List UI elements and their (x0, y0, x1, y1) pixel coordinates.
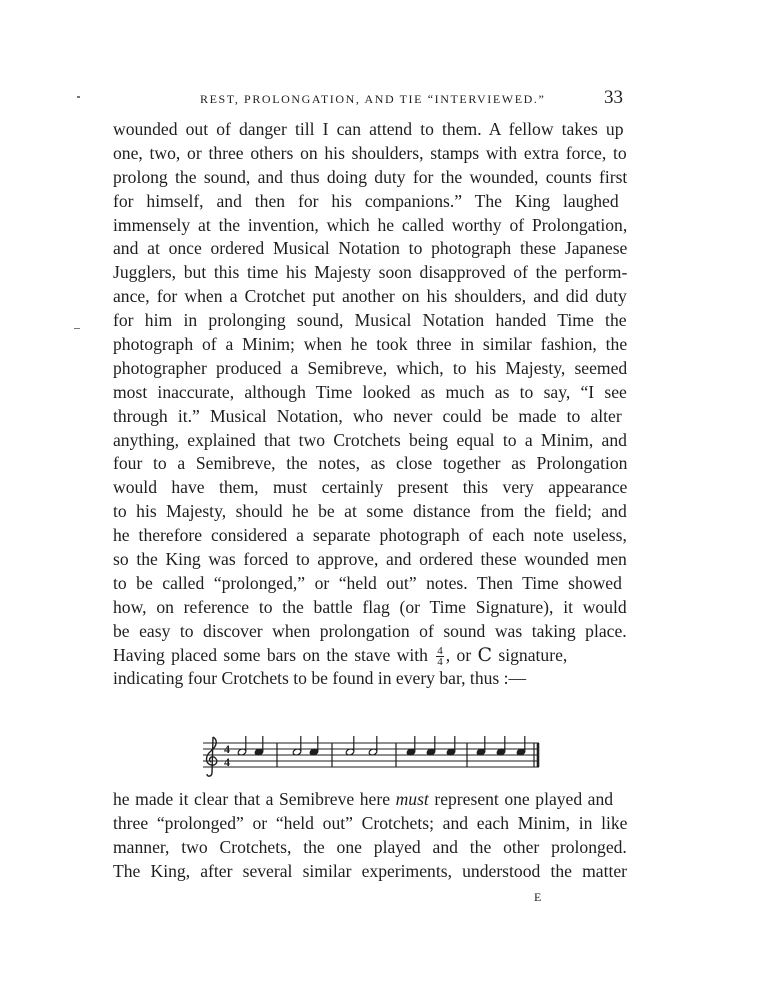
text-line: ance, for when a Crotchet put another on his shoulders, and did duty (113, 286, 627, 307)
text-line-time-signature (113, 644, 627, 668)
text-line: wounded out of danger till I can attend to them. A fellow takes up (113, 119, 624, 139)
text-line: indicating four Crotchets to be found in every bar, thus :— (113, 668, 527, 689)
signature-mark: E (534, 890, 543, 904)
bar-1-notes (237, 736, 263, 756)
text-line: so the King was forced to approve, and ordered these wounded men (113, 549, 627, 570)
emphasis-must: must (395, 789, 429, 809)
text-line: prolong the sound, and thus doing duty for the wounded, counts first (113, 166, 628, 187)
text-line: how, on reference to the battle flag (or Time Signature), it would (113, 596, 627, 617)
text-segment: signature, (498, 644, 568, 665)
text-segment: represent one played and (434, 789, 614, 809)
text-line: through it.” Musical Notation, who never could be made to alter (113, 405, 622, 426)
text-line: most inaccurate, although Time looked as much as to say, “I see (113, 381, 627, 402)
margin-speck (74, 328, 80, 329)
time-signature-fraction (436, 646, 444, 667)
text-line: Jugglers, but this time his Majesty soon disapproved of the perform- (113, 262, 628, 283)
bar-3-notes (345, 736, 377, 756)
running-head (0, 88, 759, 112)
text-line-with-emphasis (113, 788, 627, 812)
text-line: four to a Semibreve, the notes, as close together as Prolongation (113, 453, 628, 474)
text-segment: , or (445, 644, 472, 665)
time-signature-denominator: 4 (224, 755, 230, 769)
time-signature-numerator: 4 (224, 742, 230, 756)
text-line: for him in prolonging sound, Musical Notation handed Time the (113, 310, 627, 331)
bar-4-notes (406, 736, 455, 756)
text-segment: he made it clear that a Semibreve here (113, 789, 391, 809)
text-line: for himself, and then for his companions.” The King laughed (113, 190, 619, 211)
running-head-title: REST, PROLONGATION, AND TIE “INTERVIEWED.” (200, 92, 546, 106)
common-time-symbol: C (477, 643, 493, 666)
text-line: and at once ordered Musical Notation to photograph these Japanese (113, 238, 628, 259)
fraction-numerator: 4 (437, 645, 443, 658)
text-line: anything, explained that two Crotchets being equal to a Minim, and (113, 429, 627, 450)
music-staff-svg (203, 735, 541, 781)
text-line: photographer produced a Semibreve, which, to his Majesty, seemed (113, 357, 628, 378)
text-line: manner, two Crotchets, the one played and the other prolonged. (113, 836, 627, 857)
text-line: The King, after several similar experiments, understood the matter (113, 860, 628, 881)
body-text-block-2 (113, 788, 627, 884)
text-line: photograph of a Minim; when he took three in similar fashion, the (113, 334, 628, 355)
fraction-denominator: 4 (437, 656, 443, 669)
text-line: one, two, or three others on his shoulders, stamps with extra force, to (113, 142, 627, 163)
margin-speck (77, 96, 80, 98)
text-line: three “prolonged” or “held out” Crotchets; and each Minim, in like (113, 812, 628, 833)
music-example (203, 735, 541, 781)
text-segment: Having placed some bars on the stave with (113, 644, 428, 665)
text-line: immensely at the invention, which he called worthy of Prolongation, (113, 214, 628, 235)
text-line: to his Majesty, should he be at some distance from the field; and (113, 501, 627, 522)
text-line: would have them, must certainly present this very appearance (113, 477, 628, 498)
page-number: 33 (604, 87, 623, 108)
bar-5-notes (476, 736, 525, 756)
body-text-block (113, 118, 627, 691)
text-line: to be called “prolonged,” or “held out” notes. Then Time showed (113, 572, 622, 593)
text-line: he therefore considered a separate photograph of each note useless, (113, 525, 627, 546)
bar-2-notes (292, 736, 318, 756)
text-line: be easy to discover when prolongation of sound was taking place. (113, 620, 627, 641)
